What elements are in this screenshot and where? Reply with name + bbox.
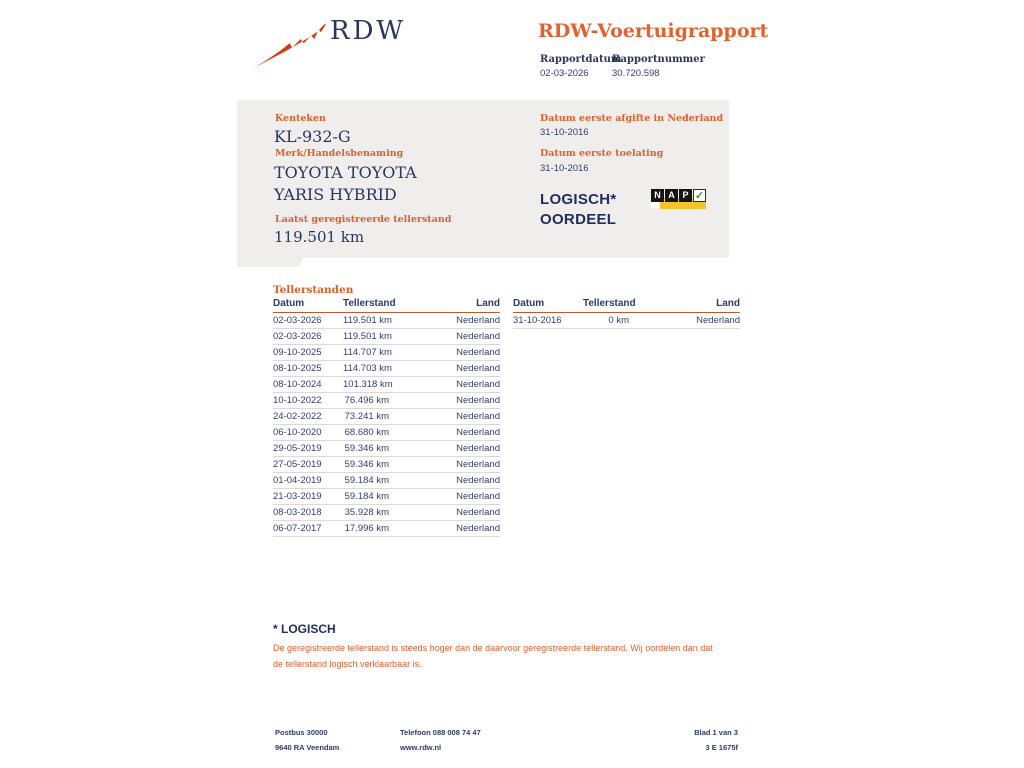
- footer-form-code: 3 E 1675f: [705, 743, 738, 752]
- table-row: [273, 361, 500, 377]
- table-cell: 31-10-2016: [513, 313, 583, 329]
- laatste-tellerstand-label: Laatst geregistreerde tellerstand: [275, 214, 452, 225]
- table-cell: 101.318 km: [343, 377, 389, 393]
- table-row: [513, 313, 740, 329]
- table-cell: 08-10-2025: [273, 361, 343, 377]
- table-row: [273, 345, 500, 361]
- table-row: [273, 441, 500, 457]
- column-header-tellerstand: Tellerstand: [343, 298, 389, 313]
- table-cell: 09-10-2025: [273, 345, 343, 361]
- footer-phone: Telefoon 088 008 74 47: [400, 728, 481, 737]
- table-cell: 06-10-2020: [273, 425, 343, 441]
- footer-address-line1: Postbus 30000: [275, 728, 328, 737]
- table-cell: Nederland: [389, 521, 500, 537]
- nap-white-notch: [651, 202, 659, 208]
- toelating-label: Datum eerste toelating: [540, 148, 664, 159]
- table-cell: Nederland: [389, 505, 500, 521]
- table-cell: 114.703 km: [343, 361, 389, 377]
- report-date-label: Rapportdatum: [540, 54, 622, 65]
- vehicle-summary-panel-tab: [237, 258, 303, 267]
- table-cell: Nederland: [389, 393, 500, 409]
- nap-letter-n: N: [651, 189, 664, 202]
- table-header-row: [273, 298, 500, 313]
- table-row: [273, 473, 500, 489]
- kenteken-value: KL-932-G: [274, 127, 351, 146]
- footer-website[interactable]: www.rdw.nl: [400, 743, 442, 752]
- table-cell: Nederland: [389, 377, 500, 393]
- table-cell: 68.680 km: [343, 425, 389, 441]
- table-cell: 59.346 km: [343, 457, 389, 473]
- footer-page-number: Blad 1 van 3: [694, 728, 738, 737]
- table-row: [273, 377, 500, 393]
- nap-letter-a: A: [665, 189, 678, 202]
- rdw-logo-text: RDW: [330, 16, 407, 46]
- table-row: [273, 425, 500, 441]
- table-row: [273, 457, 500, 473]
- table-cell: 0 km: [583, 313, 629, 329]
- table-cell: 21-03-2019: [273, 489, 343, 505]
- table-cell: Nederland: [389, 473, 500, 489]
- table-cell: Nederland: [629, 313, 740, 329]
- table-row: [273, 521, 500, 537]
- table-cell: 76.496 km: [343, 393, 389, 409]
- table-cell: 114.707 km: [343, 345, 389, 361]
- table-cell: 10-10-2022: [273, 393, 343, 409]
- table-cell: 06-07-2017: [273, 521, 343, 537]
- table-cell: Nederland: [389, 457, 500, 473]
- merk-value-line2: YARIS HYBRID: [274, 185, 397, 204]
- table-cell: Nederland: [389, 313, 500, 329]
- column-header-land: Land: [629, 298, 740, 313]
- table-cell: Nederland: [389, 425, 500, 441]
- tellerstanden-table-left: [273, 298, 500, 537]
- table-cell: 08-10-2024: [273, 377, 343, 393]
- oordeel-line2: OORDEEL: [540, 211, 617, 228]
- oordeel-line1: LOGISCH*: [540, 191, 617, 208]
- table-cell: 29-05-2019: [273, 441, 343, 457]
- rdw-feather-icon: [252, 20, 326, 74]
- table-cell: 119.501 km: [343, 329, 389, 345]
- merk-label: Merk/Handelsbenaming: [275, 148, 404, 159]
- column-header-tellerstand: Tellerstand: [583, 298, 629, 313]
- oordeel-text: [540, 190, 617, 230]
- table-cell: 02-03-2026: [273, 329, 343, 345]
- table-cell: 02-03-2026: [273, 313, 343, 329]
- table-cell: Nederland: [389, 409, 500, 425]
- footer-page-info: [600, 725, 738, 755]
- table-row: [273, 505, 500, 521]
- footer-contact: [400, 725, 481, 755]
- report-number-value: 30.720.598: [612, 68, 660, 79]
- table-row: [273, 329, 500, 345]
- table-cell: Nederland: [389, 489, 500, 505]
- table-cell: Nederland: [389, 441, 500, 457]
- column-header-datum: Datum: [273, 298, 343, 313]
- table-cell: Nederland: [389, 361, 500, 377]
- table-cell: 59.346 km: [343, 441, 389, 457]
- table-cell: Nederland: [389, 329, 500, 345]
- kenteken-label: Kenteken: [275, 113, 326, 124]
- table-row: [273, 313, 500, 329]
- logisch-footnote-heading: * LOGISCH: [273, 622, 336, 636]
- column-header-datum: Datum: [513, 298, 583, 313]
- toelating-date: 31-10-2016: [540, 163, 589, 174]
- tellerstanden-title: Tellerstanden: [273, 284, 354, 296]
- footer-address: [275, 725, 339, 755]
- table-cell: 24-02-2022: [273, 409, 343, 425]
- report-number-label: Rapportnummer: [612, 54, 705, 65]
- table-cell: 27-05-2019: [273, 457, 343, 473]
- nap-letter-p: P: [679, 189, 692, 202]
- table-cell: 59.184 km: [343, 489, 389, 505]
- column-header-land: Land: [389, 298, 500, 313]
- table-cell: 35.928 km: [343, 505, 389, 521]
- report-title: RDW-Voertuigrapport: [538, 20, 769, 42]
- laatste-tellerstand-value: 119.501 km: [274, 228, 365, 246]
- nap-check-icon: ✓: [694, 190, 705, 202]
- afgifte-date: 31-10-2016: [540, 127, 589, 138]
- table-cell: 08-03-2018: [273, 505, 343, 521]
- table-row: [273, 409, 500, 425]
- footer-address-line2: 9640 RA Veendam: [275, 743, 340, 752]
- tellerstanden-table-right: [513, 298, 740, 329]
- table-cell: 119.501 km: [343, 313, 389, 329]
- table-cell: 73.241 km: [343, 409, 389, 425]
- table-cell: 17.996 km: [343, 521, 389, 537]
- table-cell: 59.184 km: [343, 473, 389, 489]
- table-cell: Nederland: [389, 345, 500, 361]
- logisch-footnote-text: De geregistreerde tellerstand is steeds hoger dan de daarvoor geregistreerde tellerstand. Wij oordelen dan dat de tellerstand logisch verklaarbaar is.: [273, 643, 713, 669]
- table-cell: 01-04-2019: [273, 473, 343, 489]
- afgifte-label: Datum eerste afgifte in Nederland: [540, 113, 724, 124]
- table-header-row: [513, 298, 740, 313]
- nap-logo: [651, 189, 707, 213]
- report-date-value: 02-03-2026: [540, 68, 589, 79]
- table-row: [273, 489, 500, 505]
- table-row: [273, 393, 500, 409]
- merk-value-line1: TOYOTA TOYOTA: [274, 163, 417, 182]
